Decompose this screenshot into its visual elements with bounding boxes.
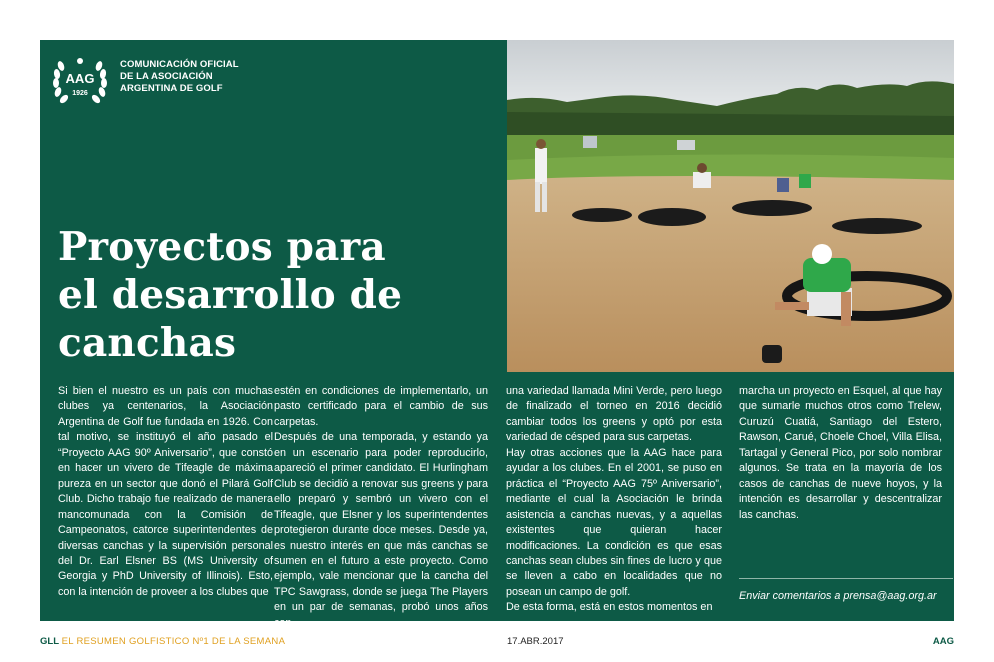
contact-link[interactable]: Enviar comentarios a prensa@aag.org.ar — [739, 590, 937, 602]
paragraph: Si bien el nuestro es un país con muchas clubes ya centenarios, la Asociación Argentina de Golf fue fundada en 1926. Con tal motivo, se instituyó el año pasado el “Proyecto AAG 90º Aniversario”, que constó en hacer un vivero de Tifeagle de máxima pureza en un sector que donó el Pilará Golf Club. Dicho trabajo fue realizado de manera mancomunada con la Comisión de Campeonatos, catorce superintendentes de diversas canchas y la supervisión personal del Dr. Earl Elsner BS (MS University of Georgia y PhD University of Illinois). Esto, con la intención de proveer a los clubes que — [58, 385, 273, 598]
logo-text: AAG — [65, 71, 95, 86]
paragraph: De esta forma, está en estos momentos en — [506, 601, 713, 614]
org-caption — [120, 59, 239, 95]
article-headline — [58, 223, 498, 367]
paragraph: Después de una temporada, y estando ya en un escenario para poder reproducirlo, apareció el primer candidato. El Hurlingham Club se decidió a renovar sus greens y para ello preparó y sembró un vivero con el Tifeagle, que Elsner y los superintendentes protegieron durante doce meses. Desde ya, es nuestro interés en que más canchas se sumen en el futuro a este proyecto. Como ejemplo, vale mencionar que la cancha del TPC Sawgrass, donde se juega The Players en un par de semanas, probó unos años con — [274, 431, 488, 629]
article-column-3 — [506, 384, 722, 616]
footer-brand-name: GLL — [40, 636, 59, 647]
logo-year: 1926 — [72, 90, 88, 97]
aag-logo — [52, 52, 108, 108]
article-column-1 — [58, 384, 273, 600]
org-line: COMUNICACIÓN OFICIAL — [120, 59, 239, 70]
paragraph: Hay otras acciones que la AAG hace para ayudar a los clubes. En el 2001, se puso en práctica el “Proyecto AAG 75º Aniversario”, mediante el cual la Asociación le brinda asistencia a canchas nuevas, y a aquellas existentes que quieran hacer modificaciones. La condición es que esas canchas sean clubes sin fines de lucro y que se lleven a cabo en localidades que no posean un campo de golf. — [506, 446, 722, 598]
paragraph: marcha un proyecto en Esquel, al que hay que sumarle muchos otros como Trelew, Curuzú Cuatiá, Santiago del Estero, Rawson, Carué, Choele Choel, Villa Elisa, Tartagal y General Pico, por solo nombrar algunos. Se trata en la mayoría de los casos de canchas de nueve hoyos, y la intención es desarrollar y descentralizar las canchas. — [739, 385, 942, 521]
paragraph: una variedad llamada Mini Verde, pero luego de finalizado el torneo en 2016 decidió cambiar todos los greens y optó por esta variedad de césped para sus carpetas. — [506, 385, 722, 444]
org-line: DE LA ASOCIACIÓN — [120, 71, 213, 82]
headline-line: Proyectos para — [58, 224, 386, 270]
footer-brand — [40, 636, 285, 647]
paragraph: estén en condiciones de implementarlo, un pasto certificado para el cambio de sus carpetas. — [274, 385, 488, 428]
article-column-4 — [739, 384, 942, 523]
contact-divider — [739, 578, 953, 579]
footer-section: AAG — [932, 636, 954, 647]
article-photo — [507, 40, 954, 372]
headline-line: el desarrollo de — [58, 272, 403, 318]
headline-line: canchas — [58, 320, 237, 366]
golf-nursery-illustration — [507, 40, 954, 372]
org-line: ARGENTINA DE GOLF — [120, 83, 223, 94]
article-column-2 — [274, 384, 488, 631]
footer-date: 17.ABR.2017 — [507, 636, 564, 647]
footer-tagline: EL RESUMEN GOLFISTICO Nº1 DE LA SEMANA — [61, 636, 286, 647]
